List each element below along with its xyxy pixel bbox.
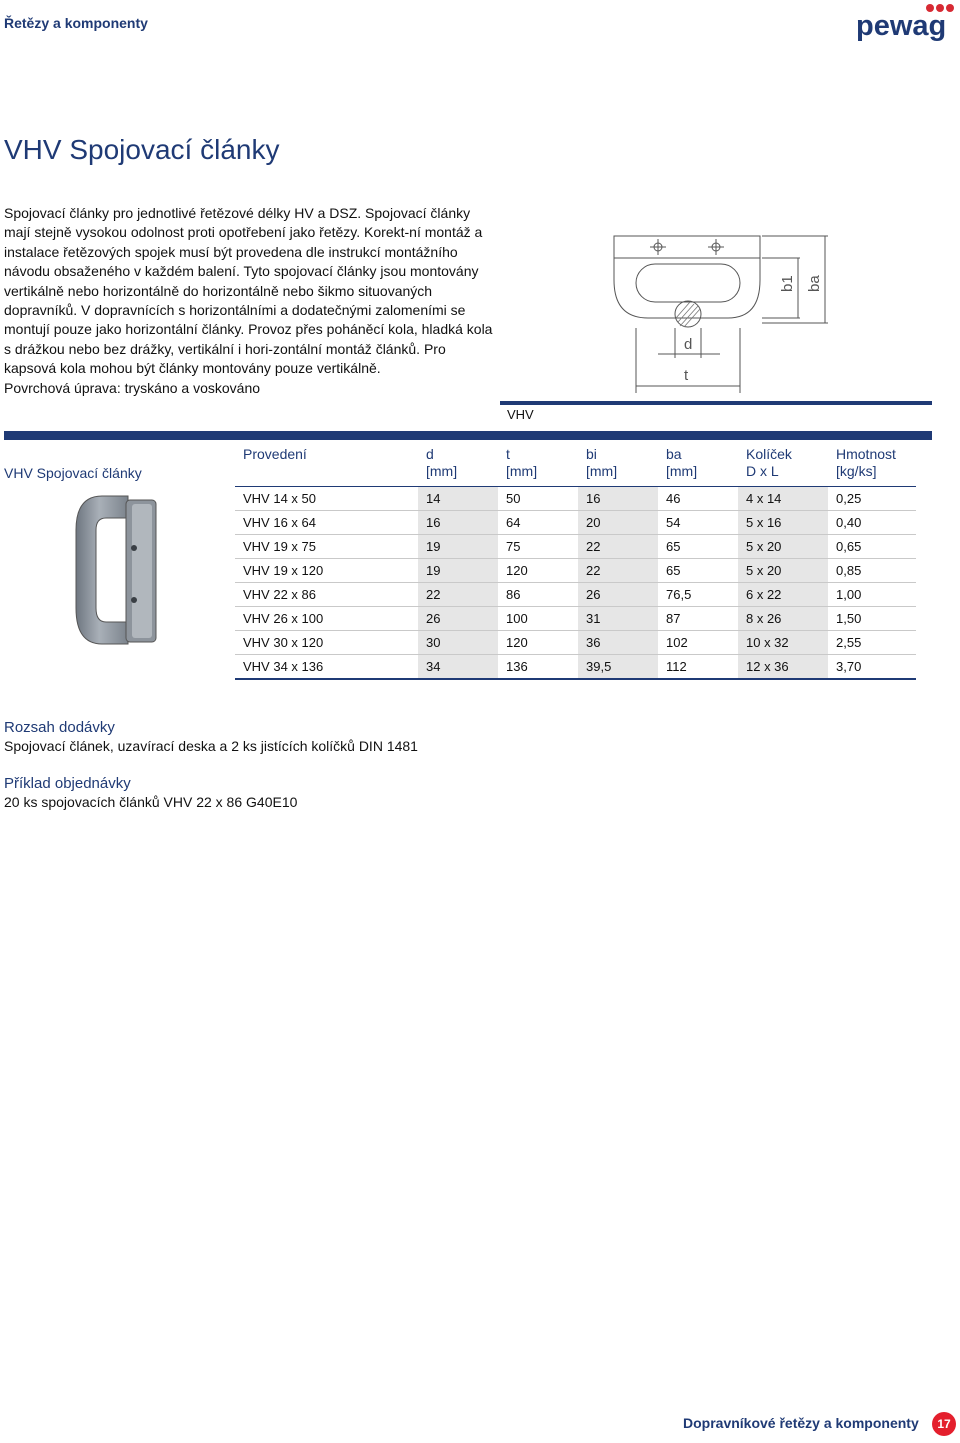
table-cell: VHV 22 x 86 — [235, 583, 418, 607]
diagram-caption: VHV — [507, 407, 534, 422]
spec-table — [235, 446, 916, 680]
logo-wordmark: pewag — [856, 10, 947, 42]
table-cell: 5 x 16 — [738, 511, 828, 535]
table-row — [235, 631, 916, 655]
table-cell: 26 — [578, 583, 658, 607]
table-row — [235, 559, 916, 583]
col-header-text: Provedení — [243, 446, 307, 462]
col-header-t — [498, 446, 578, 487]
table-cell: 16 — [418, 511, 498, 535]
order-heading: Příklad objednávky — [4, 775, 131, 792]
col-header-text: bi — [586, 446, 597, 462]
table-cell: 0,85 — [828, 559, 916, 583]
table-cell: 50 — [498, 487, 578, 511]
table-cell: 8 x 26 — [738, 607, 828, 631]
table-cell: VHV 19 x 120 — [235, 559, 418, 583]
col-header-text: t — [506, 446, 510, 462]
table-cell: 30 — [418, 631, 498, 655]
table-cell: 102 — [658, 631, 738, 655]
footer-text: Dopravníkové řetězy a komponenty — [683, 1415, 919, 1431]
table-cell: 16 — [578, 487, 658, 511]
header-section-title: Řetězy a komponenty — [4, 15, 148, 31]
description-paragraph: Spojovací články pro jednotlivé řetězové délky HV a DSZ. Spojovací články mají stejně vysokou odolnost proti opotřebení jako řetězy. Korekt-ní montáž a instalace řetězových spojek musí být provedena dle instrukcí montážního návodu obsaženého v každém balení. Tyto spojovací články jsou montovány vertikálně nebo horizontálně do horizontálně nebo šikmo situovaných dopravníků. V dopravnících s horizontálními a dodatečnými zalomeními se montují pouze jako horizontální články. Provoz přes poháněcí kola, hladká kola s drážkou nebo bez drážky, vertikální i hori-zontální montáž článků. Pro kapsová kola mohou být články montovány pouze vertikálně. — [4, 205, 493, 377]
table-cell: 112 — [658, 655, 738, 680]
col-header-text: [mm] — [666, 463, 698, 479]
col-header-ba — [658, 446, 738, 487]
table-cell: 86 — [498, 583, 578, 607]
description — [4, 204, 494, 398]
table-cell: 5 x 20 — [738, 559, 828, 583]
col-header-d — [418, 446, 498, 487]
col-header-kolicek — [738, 446, 828, 487]
table-cell: 87 — [658, 607, 738, 631]
table-cell: VHV 14 x 50 — [235, 487, 418, 511]
table-cell: 65 — [658, 535, 738, 559]
col-header-text: ba — [666, 446, 682, 462]
table-cell: 0,40 — [828, 511, 916, 535]
table-cell: 10 x 32 — [738, 631, 828, 655]
table-cell: VHV 30 x 120 — [235, 631, 418, 655]
table-row — [235, 511, 916, 535]
table-cell: 3,70 — [828, 655, 916, 680]
table-cell: 6 x 22 — [738, 583, 828, 607]
table-cell: 100 — [498, 607, 578, 631]
table-cell: 34 — [418, 655, 498, 680]
order-text: 20 ks spojovacích článků VHV 22 x 86 G40E10 — [4, 794, 298, 810]
table-cell: 19 — [418, 559, 498, 583]
table-cell: 46 — [658, 487, 738, 511]
scope-heading: Rozsah dodávky — [4, 719, 115, 736]
table-row — [235, 487, 916, 511]
logo-dot — [946, 4, 954, 12]
diagram-label-t: t — [684, 367, 689, 384]
col-header-text: Kolíček — [746, 446, 792, 462]
table-cell: VHV 26 x 100 — [235, 607, 418, 631]
table-cell: 1,00 — [828, 583, 916, 607]
table-cell: 39,5 — [578, 655, 658, 680]
product-image — [72, 490, 164, 650]
pewag-logo — [852, 4, 956, 44]
table-cell: 1,50 — [828, 607, 916, 631]
col-header-provedeni — [235, 446, 418, 487]
col-header-text: [mm] — [586, 463, 618, 479]
table-cell: 75 — [498, 535, 578, 559]
table-cell: 20 — [578, 511, 658, 535]
table-cell: 120 — [498, 631, 578, 655]
col-header-text: D x L — [746, 463, 779, 479]
table-cell: 76,5 — [658, 583, 738, 607]
table-cell: 2,55 — [828, 631, 916, 655]
table-cell: 31 — [578, 607, 658, 631]
col-header-bi — [578, 446, 658, 487]
table-cell: 22 — [418, 583, 498, 607]
diagram-label-d: d — [684, 336, 693, 353]
diagram-rule — [500, 401, 932, 405]
table-cell: 0,65 — [828, 535, 916, 559]
col-header-text: d — [426, 446, 434, 462]
diagram-label-b1: b1 — [779, 275, 796, 292]
table-cell: 19 — [418, 535, 498, 559]
table-row — [235, 655, 916, 680]
section-divider — [4, 431, 932, 440]
table-row — [235, 583, 916, 607]
table-cell: VHV 16 x 64 — [235, 511, 418, 535]
table-row — [235, 535, 916, 559]
table-cell: VHV 19 x 75 — [235, 535, 418, 559]
table-cell: 14 — [418, 487, 498, 511]
table-cell: 64 — [498, 511, 578, 535]
table-cell: 12 x 36 — [738, 655, 828, 680]
diagram-label-ba: ba — [806, 275, 823, 292]
table-cell: 0,25 — [828, 487, 916, 511]
table-cell: 120 — [498, 559, 578, 583]
table-cell: 5 x 20 — [738, 535, 828, 559]
table-header-row — [235, 446, 916, 487]
table-cell: 36 — [578, 631, 658, 655]
table-cell: 22 — [578, 559, 658, 583]
table-cell: 26 — [418, 607, 498, 631]
table-row — [235, 607, 916, 631]
table-cell: 54 — [658, 511, 738, 535]
page-number-badge: 17 — [932, 1412, 956, 1436]
table-cell: 136 — [498, 655, 578, 680]
col-header-text: [kg/ks] — [836, 463, 877, 479]
technical-drawing — [600, 228, 840, 398]
table-cell: 4 x 14 — [738, 487, 828, 511]
table-caption: VHV Spojovací články — [4, 465, 142, 481]
table-cell: 65 — [658, 559, 738, 583]
page-title: VHV Spojovací články — [4, 134, 280, 165]
scope-text: Spojovací článek, uzavírací deska a 2 ks jistících kolíčků DIN 1481 — [4, 738, 418, 754]
table-cell: VHV 34 x 136 — [235, 655, 418, 680]
col-header-hmotnost — [828, 446, 916, 487]
col-header-text: [mm] — [506, 463, 538, 479]
surface-treatment: Povrchová úprava: tryskáno a voskováno — [4, 379, 261, 396]
col-header-text: Hmotnost — [836, 446, 896, 462]
table-cell: 22 — [578, 535, 658, 559]
col-header-text: [mm] — [426, 463, 458, 479]
